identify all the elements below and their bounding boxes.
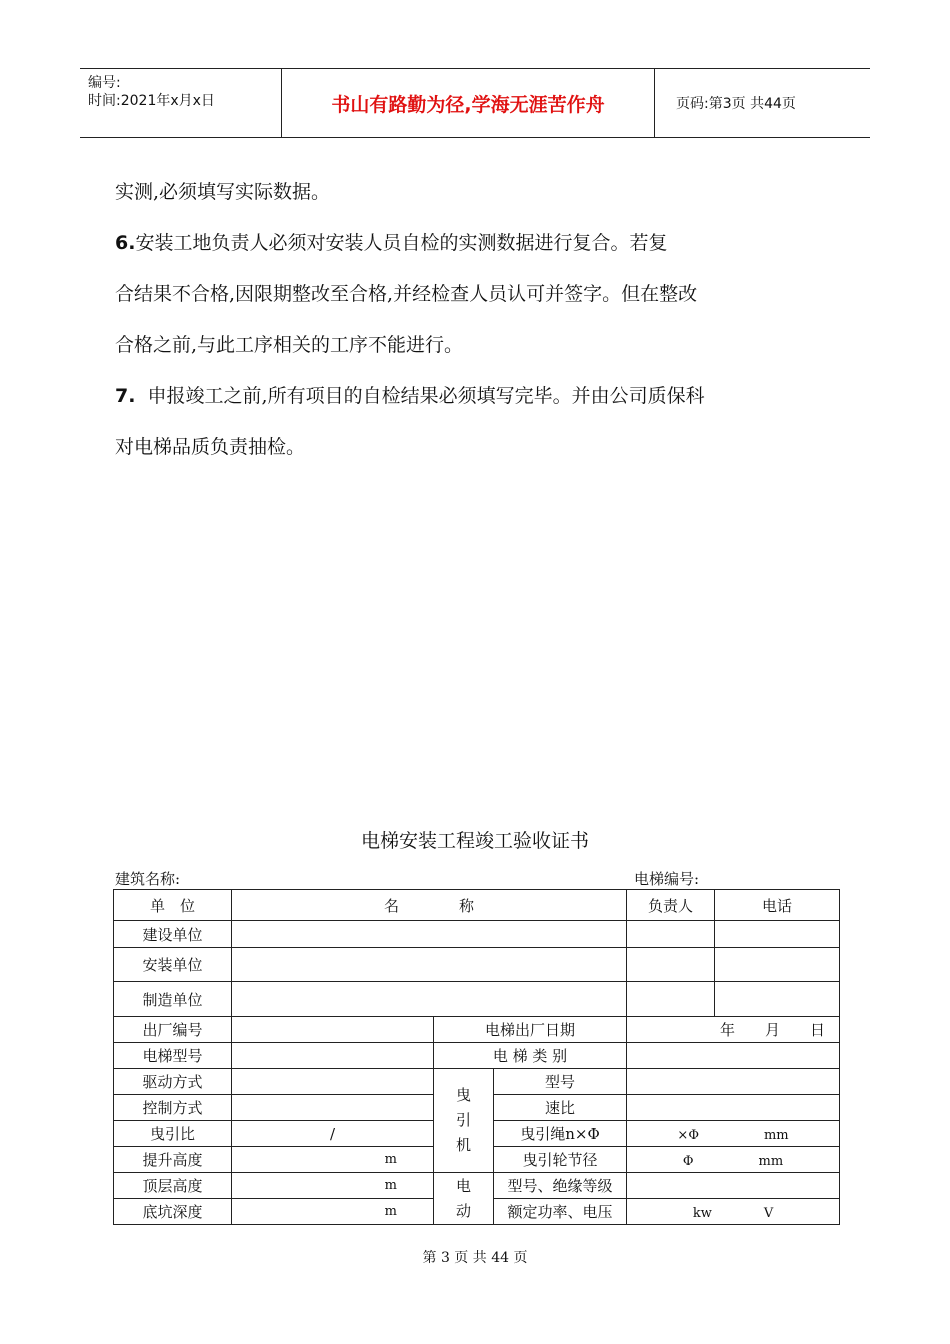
char: 曳 [455,1086,471,1104]
cell: 控制方式 [114,1095,232,1121]
building-name-label: 建筑名称: [115,870,181,888]
cell: 建设单位 [114,921,232,948]
table-row [114,1069,840,1095]
cell: 额定功率、电压 [494,1199,627,1225]
cell[interactable] [232,921,627,948]
table-row [114,921,840,948]
cell: 单 位 [114,890,232,921]
cell: 曳引轮节径 [494,1147,627,1173]
cell[interactable]: m [232,1199,434,1225]
cell: 提升高度 [114,1147,232,1173]
cell[interactable] [627,921,715,948]
item-number: 7. [115,385,136,407]
cell: 曳引比 [114,1121,232,1147]
paragraph-text: 申报竣工之前,所有项目的自检结果必须填写完毕。并由公司质保科 [147,385,705,407]
paragraph-line [115,223,845,274]
table-row [114,1017,840,1043]
table-row [114,1043,840,1069]
certificate-table [113,889,840,1225]
table-row [114,982,840,1017]
table-row [114,1173,840,1199]
cell: 电梯型号 [114,1043,232,1069]
cell: 驱动方式 [114,1069,232,1095]
cell[interactable]: Φ mm [627,1147,840,1173]
cell: 电话 [715,890,840,921]
cell: 名 称 [232,890,627,921]
cell[interactable] [232,982,627,1017]
header-motto: 书山有路勤为径,学海无涯苦作舟 [281,69,655,137]
cell[interactable]: m [232,1147,434,1173]
cell[interactable]: 年 月 日 [627,1017,840,1043]
cell[interactable]: ×Φ mm [627,1121,840,1147]
certificate-title: 电梯安装工程竣工验收证书 [360,830,589,852]
body-text [115,172,845,478]
paragraph-text: 安装工地负责人必须对安装人员自检的实测数据进行复合。若复 [135,232,668,254]
cell: 底坑深度 [114,1199,232,1225]
paragraph-line: 对电梯品质负责抽检。 [115,436,306,458]
item-number: 6. [115,232,136,254]
cell[interactable] [627,982,715,1017]
cell[interactable] [232,1017,434,1043]
char: 电 [455,1176,471,1195]
cell: 负责人 [627,890,715,921]
cell: 出厂编号 [114,1017,232,1043]
cell: 电梯出厂日期 [434,1017,627,1043]
cell[interactable] [627,1095,840,1121]
cell: 电 梯 类 别 [434,1043,627,1069]
table-row [114,948,840,982]
elevator-no-label: 电梯编号: [634,870,700,888]
motor-label [434,1173,494,1225]
cell: 制造单位 [114,982,232,1017]
cell: 曳引绳n×Φ [494,1121,627,1147]
header-info [80,69,280,137]
paragraph-line: 合结果不合格,因限期整改至合格,并经检查人员认可并签字。但在整改 [115,283,698,305]
traction-machine-label [434,1069,494,1173]
paragraph-line: 实测,必须填写实际数据。 [115,181,331,203]
cell: 速比 [494,1095,627,1121]
cell[interactable] [715,921,840,948]
page-header [80,68,870,138]
cell[interactable] [627,1173,840,1199]
cell: 型号、绝缘等级 [494,1173,627,1199]
page-footer: 第 3 页 共 44 页 [422,1250,528,1266]
cell[interactable]: m [232,1173,434,1199]
cell[interactable]: kw V [627,1199,840,1225]
cell[interactable] [715,948,840,982]
cell: 顶层高度 [114,1173,232,1199]
paragraph-line: 合格之前,与此工序相关的工序不能进行。 [115,334,464,356]
char: 动 [455,1201,471,1220]
table-row [114,890,840,921]
cell: 型号 [494,1069,627,1095]
paragraph-line [115,376,845,427]
char: 引 [455,1111,471,1129]
cell[interactable] [232,1069,434,1095]
cell[interactable] [232,948,627,982]
header-page: 页码:第3页 共44页 [676,96,796,112]
cell[interactable] [627,948,715,982]
cell: 安装单位 [114,948,232,982]
cell[interactable] [715,982,840,1017]
cell[interactable] [627,1043,840,1069]
code-label: 编号: [88,75,121,91]
cell[interactable] [232,1095,434,1121]
cell[interactable] [232,1043,434,1069]
cell[interactable]: / [232,1121,434,1147]
cell[interactable] [627,1069,840,1095]
date-label: 时间:2021年x月x日 [88,93,215,109]
char: 机 [455,1136,471,1154]
